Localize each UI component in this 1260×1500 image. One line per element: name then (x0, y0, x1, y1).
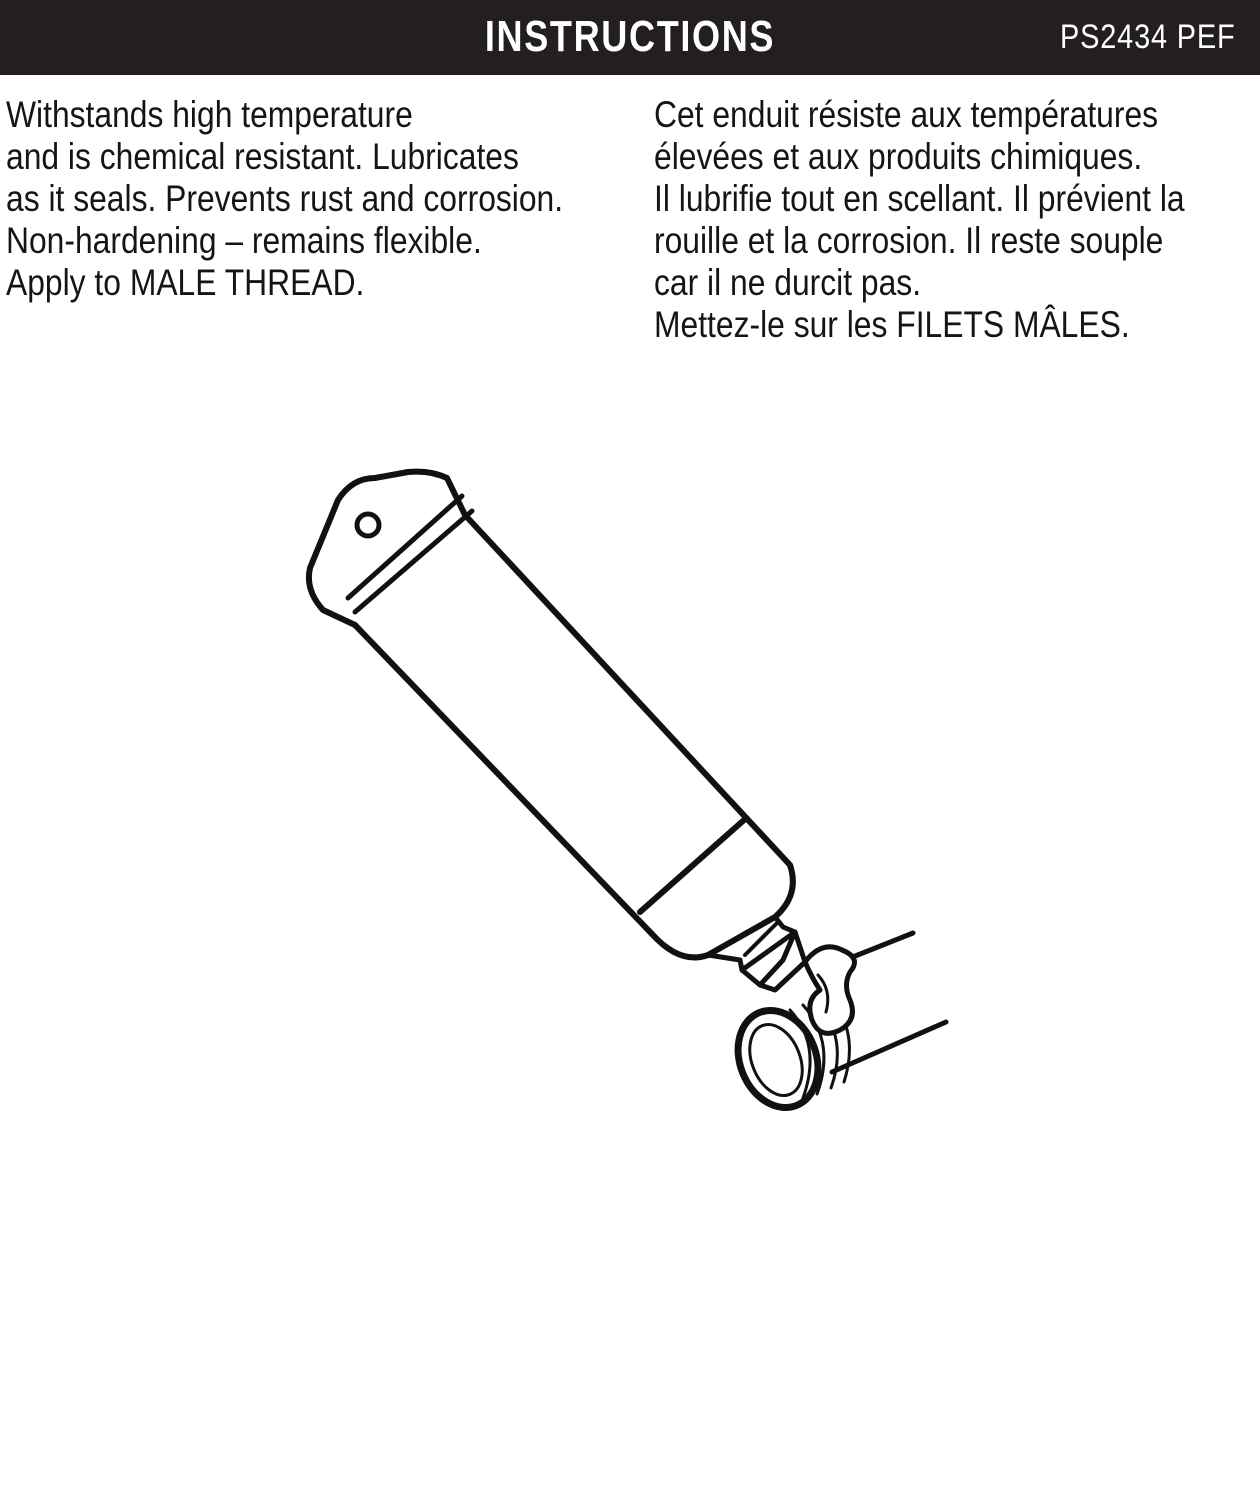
sealant-tube-applied-to-pipe-thread-icon (280, 450, 980, 1130)
english-line: as it seals. Prevents rust and corrosion. (6, 178, 564, 219)
hanging-hole (357, 514, 379, 536)
english-line: Non-hardening – remains flexible. (6, 220, 482, 261)
tube-body (355, 515, 793, 957)
english-line: Apply to MALE THREAD. (6, 262, 365, 303)
product-code: PS2434 PEF (1060, 18, 1236, 56)
french-instructions (654, 94, 1185, 346)
french-line: Cet enduit résiste aux températures (654, 94, 1159, 135)
sealant-tube-illustration (280, 450, 980, 1130)
page-title: INSTRUCTIONS (484, 12, 776, 61)
crimp-band-line (355, 511, 472, 612)
sealant-paste (805, 947, 855, 1033)
english-line: and is chemical resistant. Lubricates (6, 136, 519, 177)
french-line: élevées et aux produits chimiques. (654, 136, 1143, 177)
french-line: car il ne durcit pas. (654, 262, 922, 303)
french-line: Mettez-le sur les FILETS MÂLES. (654, 304, 1130, 345)
tube-label-edge (640, 820, 744, 912)
tube-crimped-end (309, 472, 465, 625)
crimp-band-line (348, 496, 462, 598)
header-bar (0, 0, 1260, 75)
french-line: Il lubrifie tout en scellant. Il prévient la (654, 178, 1185, 219)
english-line: Withstands high temperature (6, 94, 413, 135)
tube-shoulder (708, 955, 742, 970)
english-instructions (6, 94, 563, 304)
french-line: rouille et la corrosion. Il reste souple (654, 220, 1164, 261)
